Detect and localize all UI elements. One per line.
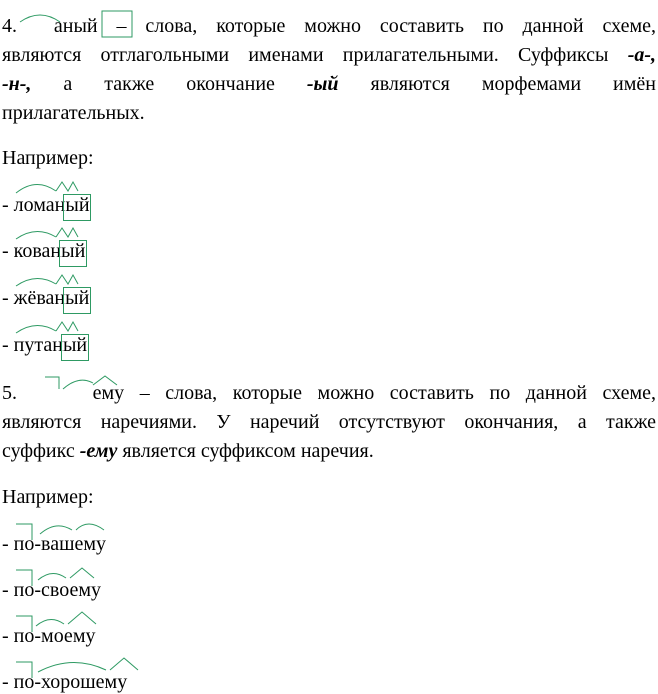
item5-example-4: - по-хорошему (2, 670, 127, 694)
item4-example-2: - кован ый (2, 239, 85, 263)
item4-example-1: - ломан ый (2, 193, 90, 217)
item4-line1-rest: – слова, которые можно составить по данной схеме, (116, 15, 657, 37)
item5-line2: являются наречиями. У наречий отсутствуют окончания, а также (2, 411, 656, 433)
item5-example-2: - по-своему (2, 578, 101, 602)
example-word: кован ый (14, 239, 86, 263)
item5-example-heading: Например: (2, 486, 94, 508)
item4-line3: -н-, а также окончание -ый являются морфемами имён (2, 73, 656, 95)
example-word: жёван ый (14, 286, 90, 310)
item4-example-heading: Например: (2, 147, 94, 169)
item5-example-3: - по-моему (2, 624, 95, 648)
item4-suffix-n: -н-, (2, 73, 32, 95)
item4-example-4: - путан ый (2, 333, 87, 357)
item5-scheme: ему (93, 381, 125, 405)
item5-line1-rest: – слова, которые можно составить по данной схеме, (139, 382, 657, 404)
example-word: ломан ый (14, 193, 90, 217)
example-word: по-хорошему (14, 670, 128, 694)
item4-scheme: аный (54, 14, 98, 38)
item5-number: 5. (2, 382, 17, 404)
example-word: путан ый (14, 333, 87, 357)
example-word: по-вашему (14, 532, 106, 556)
item5-line1 (2, 381, 656, 405)
item4-number: 4. (2, 15, 17, 37)
item5-suffix: -ему (79, 440, 118, 462)
item4-line2: являются отглагольными именами прилагательными. Суффиксы -а-, (2, 44, 657, 66)
example-word: по-моему (14, 624, 96, 648)
item4-suffix-a: -а-, (627, 44, 657, 66)
item4-ending: -ый (306, 73, 339, 95)
item4-line1 (2, 14, 656, 38)
item4-line4: прилагательных. (2, 102, 145, 124)
item5-example-1: - по-вашему (2, 532, 106, 556)
example-word: по-своему (14, 578, 101, 602)
item4-example-3: - жёван ый (2, 286, 89, 310)
item5-line3: суффикс -ему является суффиксом наречия. (2, 440, 374, 462)
